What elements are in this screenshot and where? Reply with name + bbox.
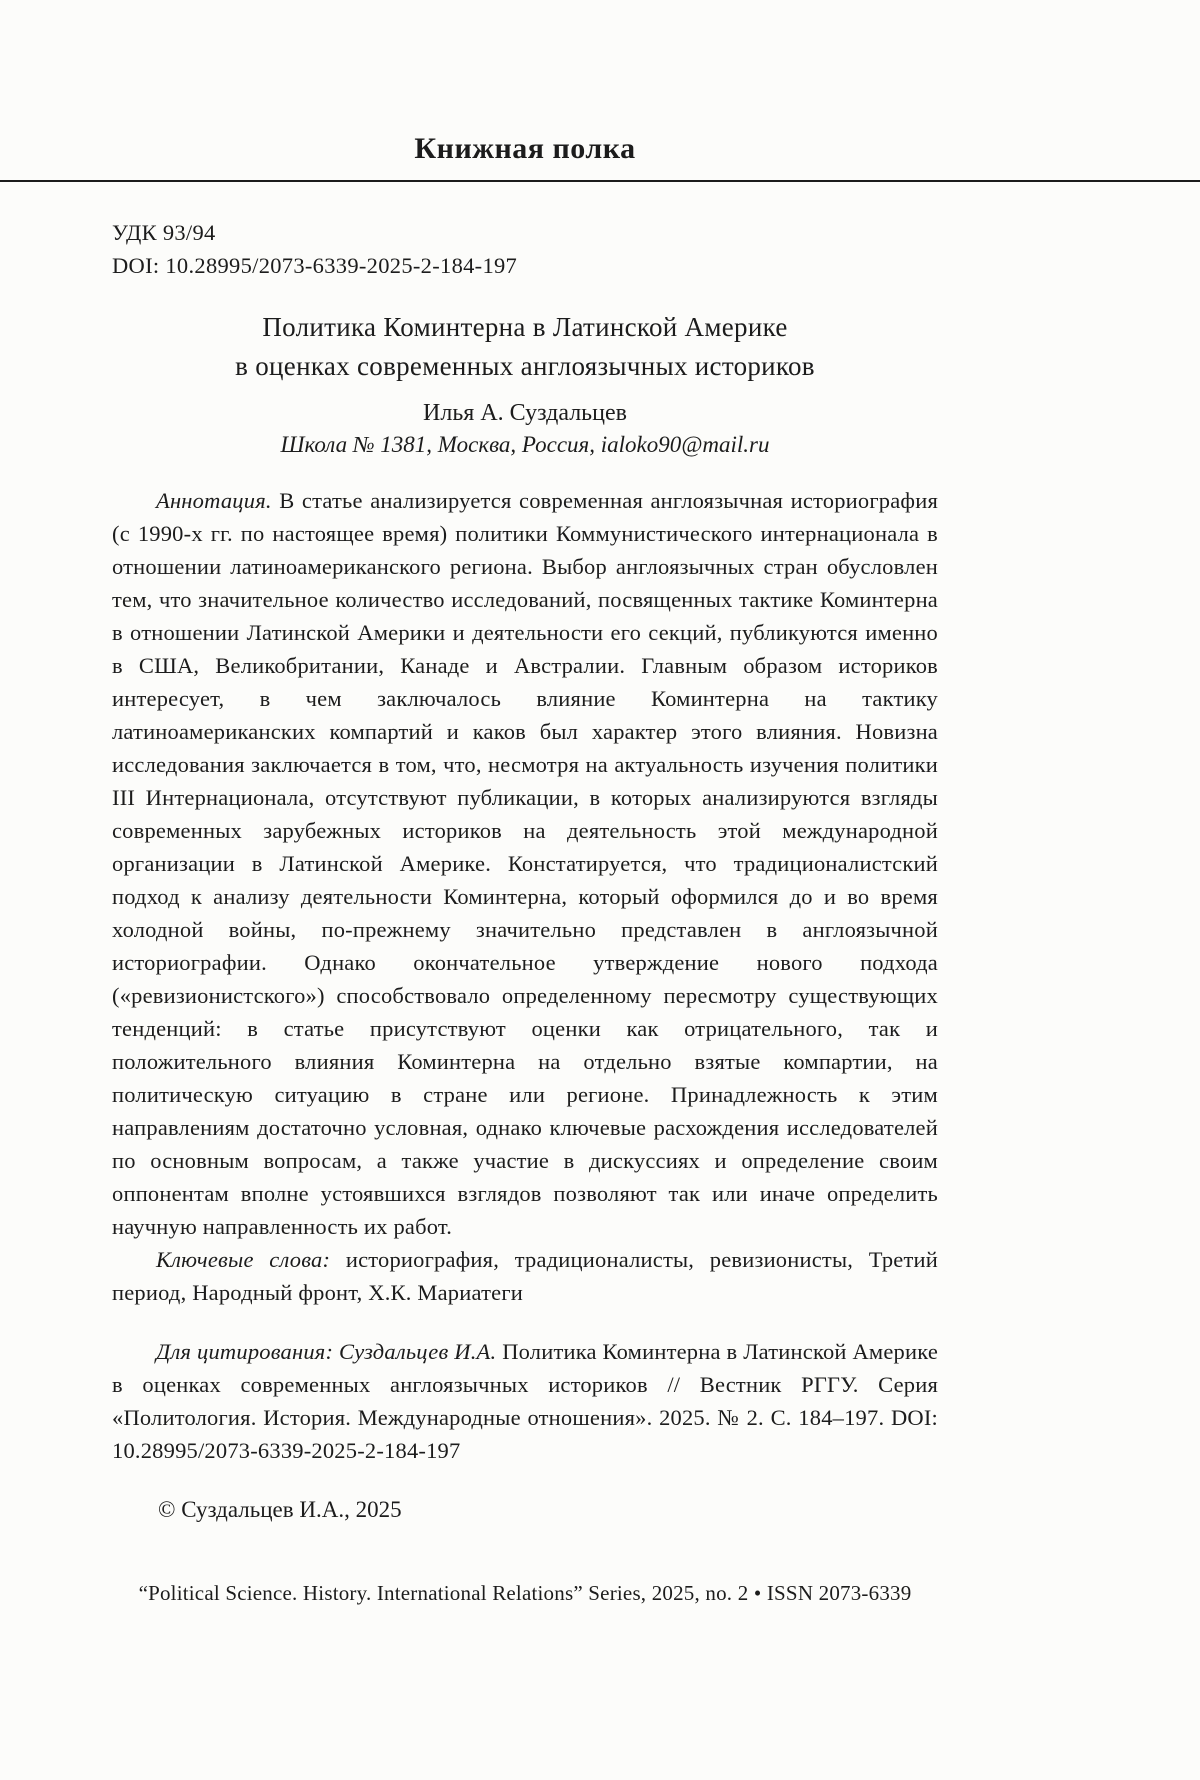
- abstract-label: Аннотация.: [156, 488, 272, 513]
- udc-line: УДК 93/94: [112, 220, 216, 245]
- section-title: Книжная полка: [414, 132, 636, 165]
- author-affiliation: Школа № 1381, Москва, Россия, ialoko90@mail.ru: [280, 432, 770, 457]
- citation-label: Для цитирования:: [156, 1339, 334, 1364]
- abstract-text: В статье анализируется современная англоязычная историография (с 1990-х гг. по настоящее время) политики Коммунистического интернационала в отношении латиноамериканского региона. Выбор англоязычных стран обусловлен тем, что значительное количество исследований, посвященных тактике Коминтерна в отношении Латинской Америки и деятельности его секций, публикуются именно в США, Великобритании, Канаде и Австралии. Главным образом историков интересует, в чем заключалось влияние Коминтерна на тактику латиноамериканских компартий и каков был характер этого влияния. Новизна исследования заключается в том, что, несмотря на актуальность изучения политики III Интернационала, отсутствуют публикации, в которых анализируются взгляды современных зарубежных историков на деятельность этой международной организации в Латинской Америке. Констатируется, что традиционалистский подход к анализу деятельности Коминтерна, который оформился до и во время холодной войны, по-прежнему значительно представлен в англоязычной историографии. Однако окончательное утверждение нового подхода («ревизионистского») способствовало определенному пересмотру существующих тенденций: в статье присутствуют оценки как отрицательного, так и положительного влияния Коминтерна на отдельно взятые компартии, на политическую ситуацию в стране или регионе. Принадлежность к этим направлениям достаточно условная, однако ключевые расхождения исследователей по основным вопросам, а также участие в дискуссиях и определение своим оппонентам вполне устоявшихся взглядов позволяют так или иначе определить научную направленность их работ.: [112, 488, 938, 1239]
- article-meta: [112, 216, 938, 282]
- citation-text: Политика Коминтерна в Латинской Америке в оценках современных англоязычных историков // Вестник РГГУ. Серия «Политология. История. Международные отношения». 2025. № 2. С. 184–197. DOI: 10.28995/2073-6339-2025-2-184-197: [112, 1339, 939, 1463]
- page-header: [112, 0, 938, 166]
- doi-line: DOI: 10.28995/2073-6339-2025-2-184-197: [112, 253, 518, 278]
- journal-footer: “Political Science. History. International Relations” Series, 2025, no. 2 • ISSN 2073-6339: [138, 1581, 912, 1605]
- article-content: [112, 216, 938, 1606]
- keywords-text: историография, традиционалисты, ревизионисты, Третий период, Народный фронт, Х.К. Мариатеги: [112, 1247, 938, 1305]
- citation-paragraph: [112, 1335, 938, 1467]
- article-title-line2: в оценках современных англоязычных историков: [235, 351, 815, 381]
- citation-author: Суздальцев И.А.: [339, 1339, 497, 1364]
- article-title-line1: Политика Коминтерна в Латинской Америке: [262, 312, 788, 342]
- article-title: [112, 308, 938, 386]
- author-name: Илья А. Суздальцев: [423, 400, 627, 426]
- keywords-label: Ключевые слова:: [156, 1247, 331, 1272]
- copyright-line: © Суздальцев И.А., 2025: [158, 1497, 402, 1522]
- abstract-paragraph: [112, 484, 938, 1243]
- header-rule: [0, 180, 1200, 182]
- keywords-paragraph: [112, 1243, 938, 1309]
